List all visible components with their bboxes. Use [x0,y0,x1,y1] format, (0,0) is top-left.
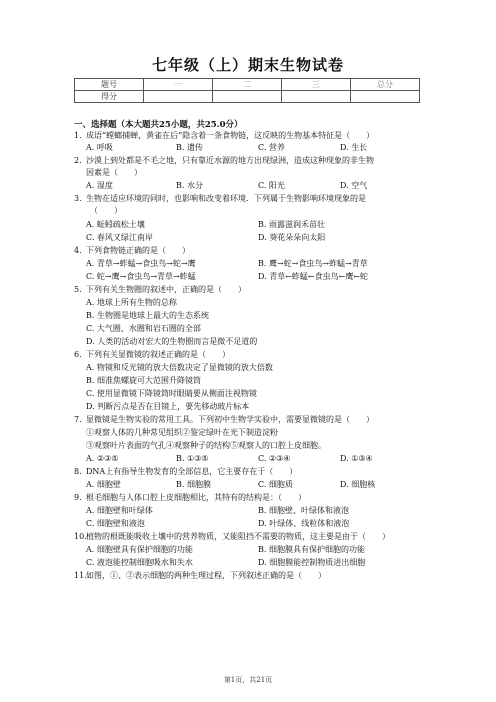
option: B. 细胞膜 [176,480,211,489]
score-cell [351,91,420,103]
score-table [74,78,420,103]
option: C. 细胞壁和液泡 [86,519,145,528]
score-cell: 三 [282,79,351,91]
question-number: 9. [74,493,82,502]
exam-title: 七年级（上）期末生物试卷 [151,56,344,74]
option: A. 呼吸 [86,143,113,152]
option: C. 蛇→鹰→食虫鸟→青草→蚱蜢 [86,272,196,281]
option: B. ①③⑤ [176,454,209,463]
option: B. 水分 [176,181,203,190]
question-number: 10. [74,532,87,541]
question-number: 1. [74,131,82,140]
option: D. 细胞膜能控制物质进出细胞 [258,558,366,567]
option: C. 液泡能控制细胞吸水和失水 [86,558,193,567]
score-cell: 题号 [75,79,144,91]
question-9 [74,493,306,503]
option: A. 湿度 [86,181,113,190]
option: B. 遗传 [176,143,203,152]
question-text: 成语“螳螂捕蝉，黄雀在后”隐含着一条食物链，这反映的生物基本特征是（ ） [86,131,375,140]
score-cell: 一 [144,79,213,91]
option: D. 青草←蚱蜢←食虫鸟←鹰←蛇 [258,272,369,281]
option: D. 细胞核 [340,480,376,489]
question-text: 下列食物链正确的是（ ） [86,246,190,255]
option: C. 使用显微镜下降镜筒时眼睛要从侧面注视物镜 [86,389,257,398]
score-cell [282,91,351,103]
option: A. ②③⑤ [86,454,119,463]
option: C. 细胞质 [258,480,293,489]
option: D. 叶绿体、线粒体和液泡 [258,519,350,528]
question-5 [74,285,246,295]
option: B. 细胞膜具有保护细胞的功能 [258,545,365,554]
question-text: DNA上有指导生物发育的全部信息，它主要存在于（ ） [86,467,298,476]
question-number: 6. [74,350,82,359]
question-text: 植物的根既能吸收土壤中的营养物质，又能阻挡不需要的物质，这主要是由于（ ） [86,532,390,541]
option: C. 营养 [258,143,285,152]
section-heading: 一、选择题（本大题共25小题，共25.0分） [74,120,243,130]
question-number: 7. [74,415,82,424]
question-6 [74,350,230,360]
option: A. 细胞壁具有保护细胞的功能 [86,545,193,554]
question-number: 8. [74,467,82,476]
option: D. 人类的活动对宏大的生物圈而言是微不足道的 [86,337,258,346]
question-text: 沙漠上到处都是不毛之地，只有靠近水源的地方出现绿洲，造成这种现象的非生物 [86,156,374,165]
question-text: 显微镜是生物实验的常用工具。下列初中生物学实验中，需要显微镜的是（ ） [86,415,374,424]
question-text-continued: （ ） [90,206,122,215]
question-text: 下列有关显微镜的叙述正确的是（ ） [86,350,230,359]
question-8 [74,467,297,477]
option: A. 蚯蚓疏松土壤 [86,220,145,229]
question-2 [74,156,374,166]
option: C. ②③④ [258,454,291,463]
option: D. 判断污点是否在目镜上，要先移动玻片标本 [86,402,250,411]
option: A. 细胞壁和叶绿体 [86,506,153,515]
question-3 [74,194,366,204]
question-text: 生物在适应环境的同时，也影响和改变着环境．下列属于生物影响环境现象的是 [86,194,366,203]
option: C. 春风又绿江南岸 [86,233,153,242]
score-table-score-row [75,91,420,103]
option: D. 生长 [340,143,368,152]
question-10 [74,532,390,542]
option: C. 大气圈、水圈和岩石圈的全部 [86,324,201,333]
option: D. 葵花朵朵向太阳 [258,233,326,242]
option: A. 青草→蚱蜢→食虫鸟→蛇→鹰 [86,259,196,268]
option: C. 阳光 [258,181,285,190]
question-text: 根毛细胞与人体口腔上皮细胞相比，其特有的结构是：（ ） [86,493,306,502]
question-number: 4. [74,246,82,255]
option: B. 生物圈是地球上最大的生态系统 [86,311,209,320]
question-text: 下列有关生物圈的叙述中，正确的是（ ） [86,285,246,294]
option: D. 空气 [340,181,368,190]
question-text-continued: 因素是（ ） [86,168,142,177]
question-1 [74,131,374,141]
question-text: 如图，①、②表示细胞的两种生理过程，下列叙述正确的是（ ） [86,571,326,580]
question-text-continued: ③观察叶片表面的气孔④观察种子的结构⑤观察人的口腔上皮细胞。 [86,441,326,450]
option: B. 细胞壁、叶绿体和液泡 [258,506,349,515]
score-cell: 得分 [75,91,144,103]
option: B. 鹰→蛇→食虫鸟→蚱蜢→青草 [258,259,368,268]
score-table-header-row [75,79,420,91]
option: A. 物镜和反光镜的放大倍数决定了显微镜的放大倍数 [86,363,273,372]
question-4 [74,246,190,256]
question-text-continued: ①观察人体的几种常见组织②鉴定绿叶在光下制造淀粉 [86,428,278,437]
question-7 [74,415,374,425]
score-cell [213,91,282,103]
option: A. 地球上所有生物的总称 [86,298,177,307]
option: B. 雨露滋润禾苗壮 [258,220,325,229]
option: B. 细准焦螺旋可大范围升降镜筒 [86,376,201,385]
option: D. ①③④ [340,454,373,463]
score-cell [144,91,213,103]
question-number: 5. [74,285,82,294]
page-footer: 第1页，共21页 [223,676,273,684]
score-cell: 总分 [351,79,420,91]
option: A. 细胞壁 [86,480,121,489]
question-number: 3. [74,194,82,203]
question-11 [74,571,326,581]
question-number: 11. [74,571,87,580]
question-number: 2. [74,156,82,165]
score-cell: 二 [213,79,282,91]
